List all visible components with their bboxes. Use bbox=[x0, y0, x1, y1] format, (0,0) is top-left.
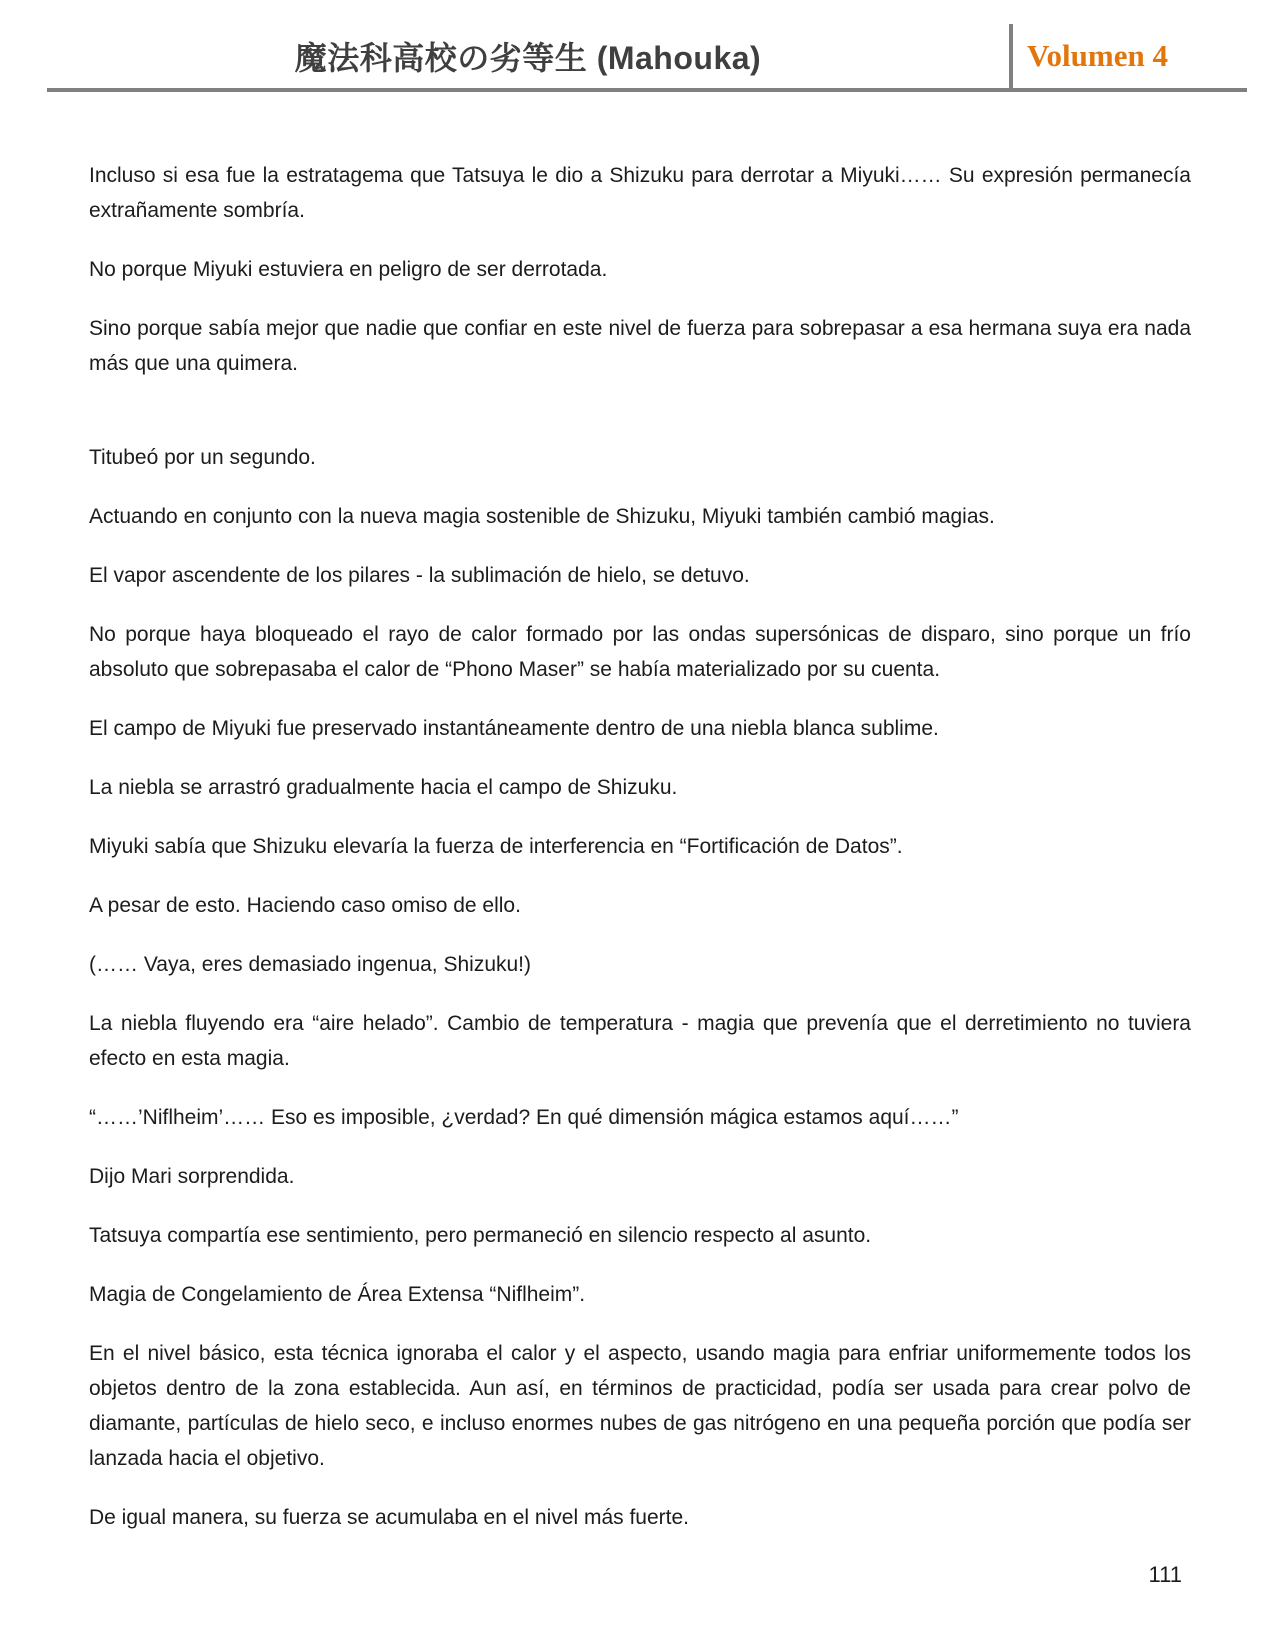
paragraph: Tatsuya compartía ese sentimiento, pero permaneció en silencio respecto al asunto. bbox=[89, 1224, 872, 1247]
paragraph: Magia de Congelamiento de Área Extensa “Niflheim”. bbox=[89, 1283, 586, 1306]
page-header bbox=[47, 24, 1247, 92]
paragraph: Miyuki sabía que Shizuku elevaría la fuerza de interferencia en “Fortificación de Datos”. bbox=[89, 835, 903, 858]
paragraph: El vapor ascendente de los pilares - la sublimación de hielo, se detuvo. bbox=[89, 564, 750, 587]
paragraph: Sino porque sabía mejor que nadie que confiar en este nivel de fuerza para sobrepasar a esa hermana suya era nada más que una quimera. bbox=[89, 317, 1191, 375]
paragraph: A pesar de esto. Haciendo caso omiso de ello. bbox=[89, 894, 521, 917]
header-divider bbox=[1009, 24, 1247, 88]
document-title: 魔法科高校の劣等生 (Mahouka) bbox=[294, 40, 762, 76]
volume-label: Volumen 4 bbox=[1027, 38, 1168, 73]
page-number: 111 bbox=[1148, 1562, 1182, 1587]
paragraph: El campo de Miyuki fue preservado instantáneamente dentro de una niebla blanca sublime. bbox=[89, 717, 939, 740]
paragraph: En el nivel básico, esta técnica ignoraba el calor y el aspecto, usando magia para enfriar uniformemente todos los objetos dentro de la zona establecida. Aun así, en términos de practicidad, podía ser usada para crear polvo de diamante, partículas de hielo seco, e incluso enormes nubes de gas nitrógeno en una pequeña porción que podía ser lanzada hacia el objetivo. bbox=[89, 1342, 1191, 1470]
paragraph: Actuando en conjunto con la nueva magia sostenible de Shizuku, Miyuki también cambió magias. bbox=[89, 505, 995, 528]
page-body bbox=[89, 158, 1191, 1559]
paragraph: No porque Miyuki estuviera en peligro de ser derrotada. bbox=[89, 258, 608, 281]
paragraph: “……’Niflheim’…… Eso es imposible, ¿verdad? En qué dimensión mágica estamos aquí……” bbox=[89, 1106, 959, 1129]
paragraph: De igual manera, su fuerza se acumulaba en el nivel más fuerte. bbox=[89, 1506, 689, 1529]
paragraph: (…… Vaya, eres demasiado ingenua, Shizuku!) bbox=[89, 953, 532, 976]
header-title-cell bbox=[47, 24, 1009, 88]
paragraph: La niebla se arrastró gradualmente hacia el campo de Shizuku. bbox=[89, 776, 678, 799]
paragraph: No porque haya bloqueado el rayo de calor formado por las ondas supersónicas de disparo, sino porque un frío absoluto que sobrepasaba el calor de “Phono Maser” se había materializado por su cuenta. bbox=[89, 623, 1191, 681]
paragraph: Titubeó por un segundo. bbox=[89, 446, 316, 469]
paragraph: Incluso si esa fue la estratagema que Tatsuya le dio a Shizuku para derrotar a Miyuki…… Su expresión permanecía extrañamente sombría. bbox=[89, 164, 1191, 222]
paragraph bbox=[89, 405, 1191, 440]
paragraph: Dijo Mari sorprendida. bbox=[89, 1165, 295, 1188]
paragraph: La niebla fluyendo era “aire helado”. Cambio de temperatura - magia que prevenía que el derretimiento no tuviera efecto en esta magia. bbox=[89, 1012, 1191, 1070]
